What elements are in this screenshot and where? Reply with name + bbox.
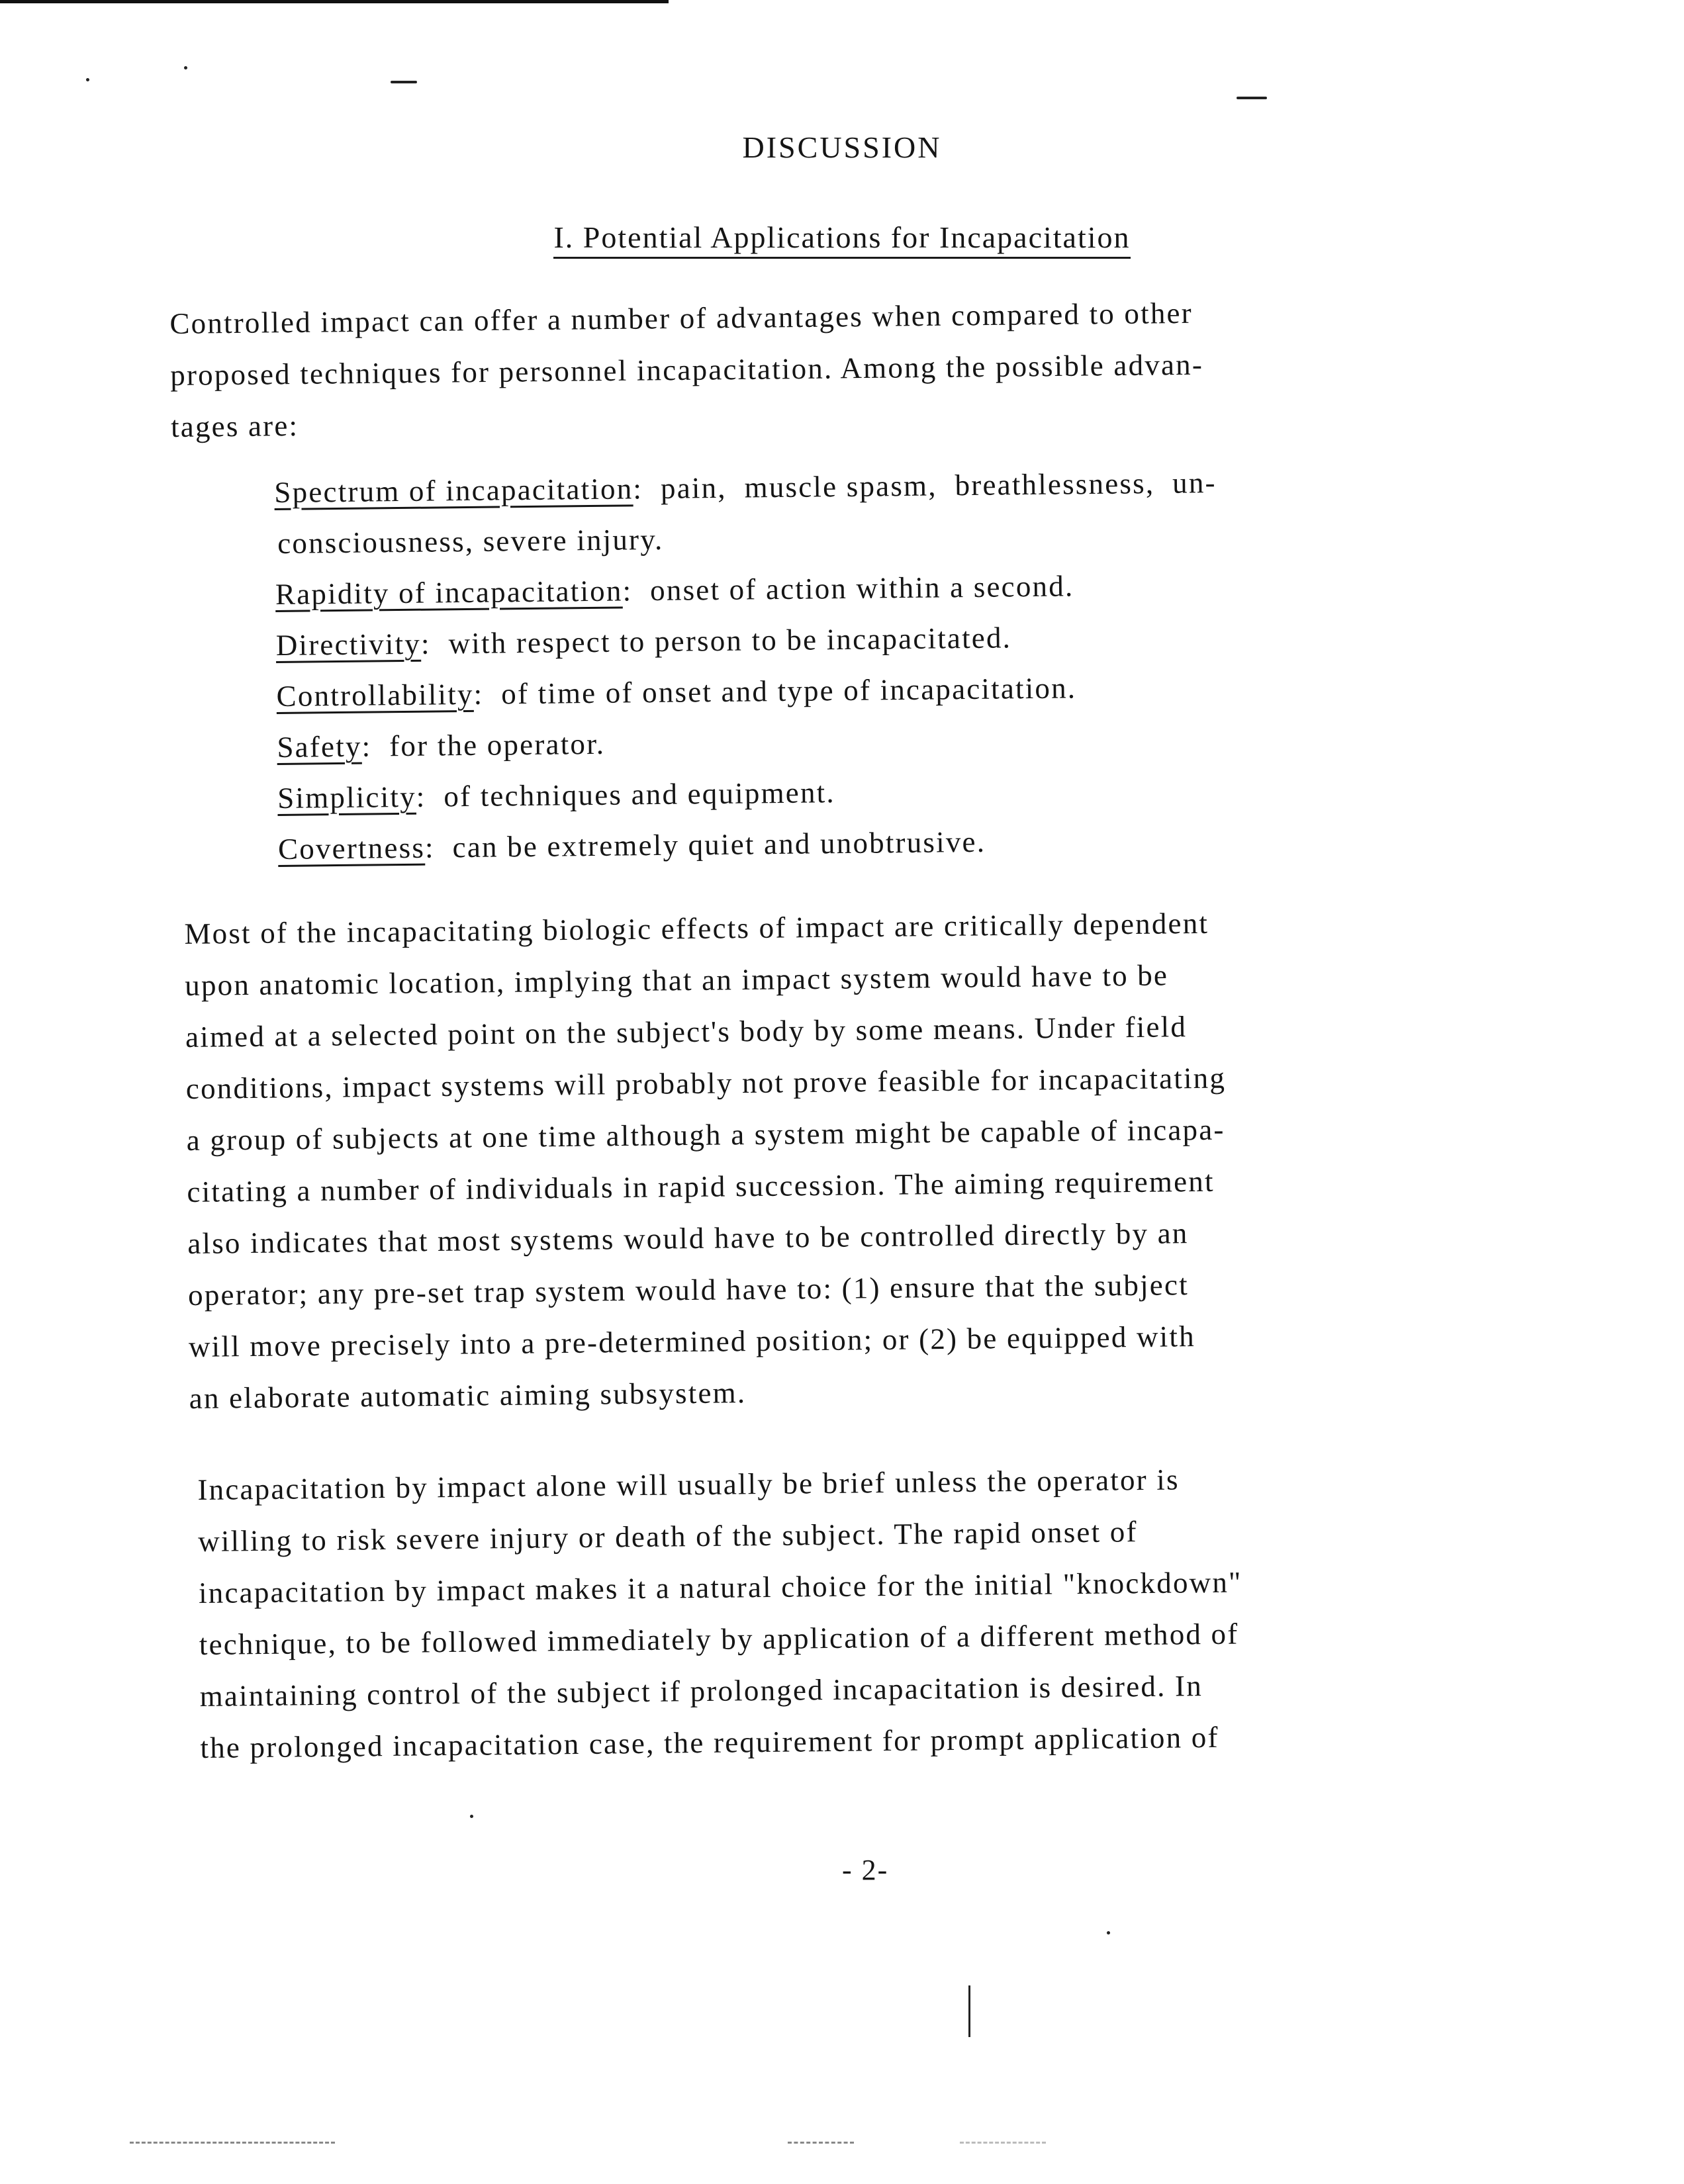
paragraph-line: Most of the incapacitating biologic effects of impact are critically dependent [184, 906, 1209, 950]
advantage-text: can be extremely quiet and unobtrusive. [434, 825, 986, 864]
advantage-continuation: consciousness, severe injury. [277, 522, 664, 560]
paragraph-line: the prolonged incapacitation case, the requirement for prompt application of [200, 1720, 1219, 1764]
advantage-text: pain, muscle spasm, breathlessness, un- [642, 466, 1217, 506]
scan-speck [1107, 1931, 1110, 1934]
paragraph-line: also indicates that most systems would have to be controlled directly by an [187, 1216, 1189, 1260]
advantage-term: Rapidity of incapacitation [275, 574, 623, 611]
scan-speck [86, 78, 89, 81]
advantage-term: Simplicity [277, 780, 417, 815]
scan-mark [391, 81, 417, 83]
advantage-text: of time of onset and type of incapacitation. [483, 671, 1077, 711]
section-title [0, 220, 1684, 255]
body-paragraph-3 [197, 1450, 1544, 1774]
paragraph-line: incapacitation by impact makes it a natural choice for the initial "knockdown" [198, 1565, 1242, 1610]
intro-line: tages are: [170, 408, 299, 443]
scan-vertical-mark [968, 1985, 970, 2037]
paragraph-line: maintaining control of the subject if prolonged incapacitation is desired. In [199, 1669, 1203, 1713]
advantage-item: Rapidity of incapacitation: onset of action within a second. [275, 569, 1074, 611]
section-title-text: I. Potential Applications for Incapacitation [553, 220, 1130, 259]
intro-line: proposed techniques for personnel incapacitation. Among the possible advan- [169, 347, 1204, 392]
advantage-item: Spectrum of incapacitation: pain, muscle spasm, breathlessness, un- [274, 466, 1217, 509]
advantage-term: Directivity [275, 627, 422, 662]
intro-line: Controlled impact can offer a number of advantages when compared to other [169, 296, 1193, 340]
advantage-item: Simplicity: of techniques and equipment. [277, 776, 836, 815]
advantage-term: Covertness [277, 831, 426, 866]
intro-paragraph [169, 284, 1495, 453]
advantage-item: Safety: for the operator. [277, 727, 606, 764]
scan-bottom-noise [130, 2142, 335, 2146]
scan-mark [1237, 97, 1267, 99]
page-heading: DISCUSSION [742, 130, 942, 164]
scan-speck [184, 66, 187, 69]
paragraph-line: a group of subjects at one time although a system might be capable of incapa- [186, 1113, 1225, 1157]
paragraph-line: Incapacitation by impact alone will usually be brief unless the operator is [197, 1463, 1180, 1506]
paragraph-line: technique, to be followed immediately by application of a different method of [199, 1617, 1239, 1661]
body-paragraph-2 [184, 894, 1546, 1424]
advantage-item: Controllability: of time of onset and type of incapacitation. [276, 671, 1077, 713]
advantage-term: Spectrum of incapacitation [274, 472, 633, 509]
paragraph-line: citating a number of individuals in rapid succession. The aiming requirement [187, 1164, 1215, 1208]
paragraph-line: aimed at a selected point on the subject's body by some means. Under field [185, 1010, 1188, 1054]
advantage-text: for the operator. [371, 727, 606, 763]
paragraph-line: an elaborate automatic aiming subsystem. [189, 1376, 747, 1415]
advantage-text: onset of action within a second. [632, 569, 1074, 608]
paragraph-line: will move precisely into a pre-determined position; or (2) be equipped with [188, 1320, 1196, 1363]
advantage-text: with respect to person to be incapacitated. [430, 621, 1012, 660]
scan-bottom-noise [788, 2142, 854, 2146]
advantage-term: Safety [277, 729, 362, 764]
advantage-item: Covertness: can be extremely quiet and unobtrusive. [277, 825, 986, 866]
advantages-list [274, 454, 1536, 875]
page-number: - 2- [842, 1854, 889, 1886]
advantage-term: Controllability [276, 677, 474, 713]
paragraph-line: operator; any pre-set trap system would have to: (1) ensure that the subject [187, 1268, 1190, 1312]
advantage-text: of techniques and equipment. [426, 776, 836, 813]
paragraph-line: willing to risk severe injury or death of the subject. The rapid onset of [197, 1515, 1138, 1558]
paragraph-line: upon anatomic location, implying that an impact system would have to be [184, 958, 1169, 1002]
scan-top-rule [0, 0, 669, 3]
paragraph-line: conditions, impact systems will probably not prove feasible for incapacitating [185, 1061, 1227, 1105]
scan-speck [470, 1815, 473, 1818]
scan-bottom-noise [960, 2142, 1046, 2146]
advantage-item: Directivity: with respect to person to be incapacitated. [275, 621, 1012, 662]
